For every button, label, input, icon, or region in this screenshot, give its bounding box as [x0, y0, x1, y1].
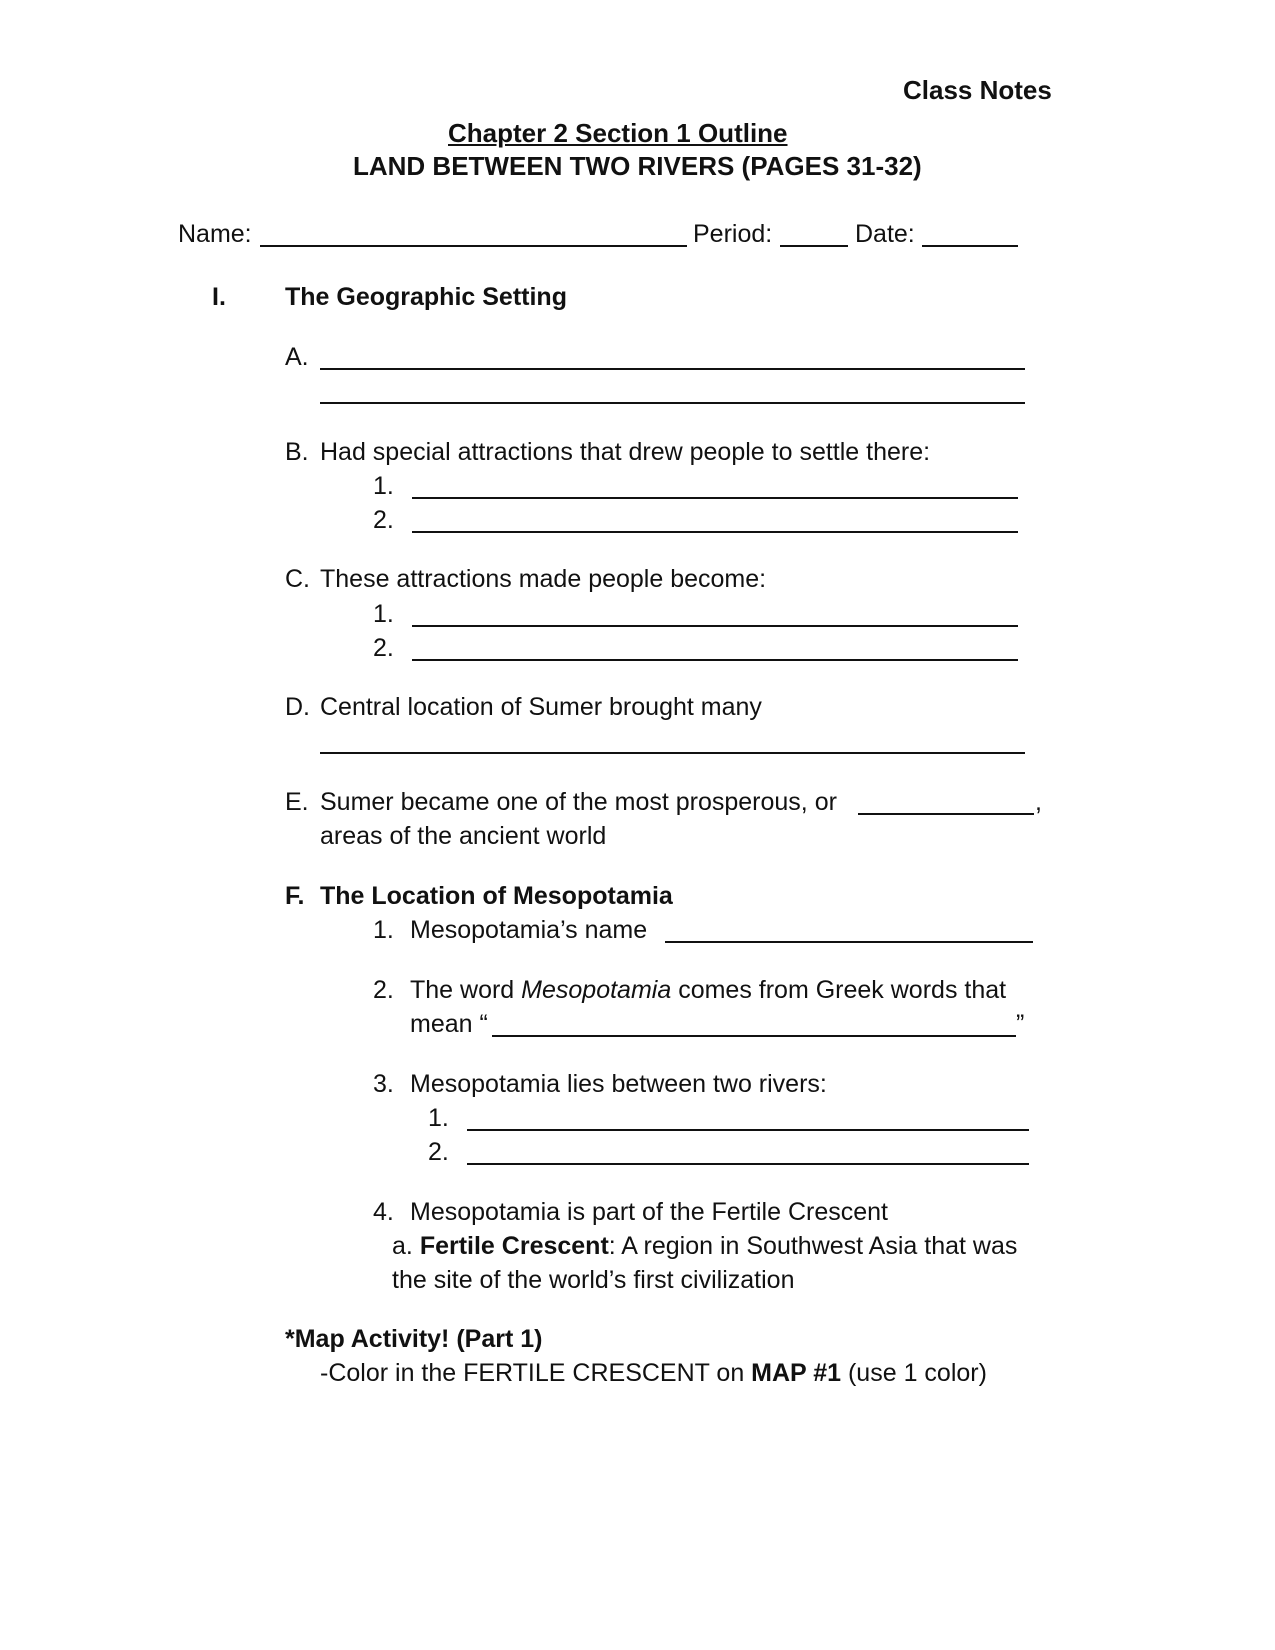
item-b-label: B.	[285, 438, 309, 466]
item-f4a-definition: : A region in Southwest Asia that was	[608, 1232, 1018, 1260]
item-b-num-2: 2.	[373, 506, 394, 534]
item-f4a-label: a.	[392, 1232, 413, 1260]
item-f4a-term: Fertile Crescent	[419, 1232, 609, 1260]
item-f2-text-b: comes from Greek words that	[678, 976, 1007, 1004]
period-field[interactable]	[780, 245, 848, 247]
item-d-label: D.	[285, 693, 310, 721]
item-c-blank-1[interactable]	[412, 625, 1018, 627]
item-c-text: These attractions made people become:	[320, 565, 767, 593]
item-f4-text: Mesopotamia is part of the Fertile Crescent	[410, 1198, 888, 1226]
item-f1-num: 1.	[373, 916, 394, 944]
item-f3-sub-num-1: 1.	[428, 1104, 449, 1132]
section-numeral: I.	[212, 283, 226, 311]
item-c-num-2: 2.	[373, 634, 394, 662]
date-label: Date:	[855, 220, 915, 248]
item-e-comma: ,	[1035, 788, 1042, 816]
item-b-blank-1[interactable]	[412, 497, 1018, 499]
item-f2-text-a: The word	[410, 976, 515, 1004]
item-a-label: A.	[285, 343, 309, 371]
item-b-text: Had special attractions that drew people to settle there:	[320, 438, 931, 466]
item-f3-blank-2[interactable]	[467, 1163, 1029, 1165]
map-activity-text-a: -Color in the FERTILE CRESCENT on	[320, 1359, 745, 1387]
date-field[interactable]	[922, 245, 1018, 247]
item-f4-num: 4.	[373, 1198, 394, 1226]
item-e-blank[interactable]	[858, 813, 1034, 815]
item-a-blank-1[interactable]	[320, 368, 1025, 370]
item-f2-num: 2.	[373, 976, 394, 1004]
period-label: Period:	[693, 220, 773, 248]
item-c-num-1: 1.	[373, 600, 394, 628]
item-f2-italic: Mesopotamia	[521, 976, 672, 1004]
map-activity-map-ref: MAP #1	[751, 1359, 842, 1387]
item-f-title: The Location of Mesopotamia	[320, 882, 673, 910]
map-activity-text-b: (use 1 color)	[847, 1359, 987, 1387]
item-d-blank[interactable]	[320, 752, 1025, 754]
item-a-blank-2[interactable]	[320, 402, 1025, 404]
item-e-text: Sumer became one of the most prosperous, or	[320, 788, 837, 816]
item-c-label: C.	[285, 565, 310, 593]
section-title: The Geographic Setting	[285, 283, 567, 311]
map-activity-instruction	[320, 1361, 987, 1386]
class-notes-label: Class Notes	[903, 75, 1052, 105]
item-f1-text: Mesopotamia’s name	[410, 916, 648, 944]
name-field[interactable]	[260, 245, 687, 247]
item-e-label: E.	[285, 788, 309, 816]
page-title: Chapter 2 Section 1 Outline	[448, 118, 788, 148]
item-f2-line	[410, 978, 1006, 1003]
name-label: Name:	[178, 220, 252, 248]
item-f3-sub-num-2: 2.	[428, 1138, 449, 1166]
item-f3-text: Mesopotamia lies between two rivers:	[410, 1070, 827, 1098]
item-f4a-line	[392, 1234, 1017, 1259]
item-e-text-2: areas of the ancient world	[320, 822, 607, 850]
item-b-num-1: 1.	[373, 472, 394, 500]
item-f3-blank-1[interactable]	[467, 1129, 1029, 1131]
item-f2-blank[interactable]	[492, 1035, 1016, 1037]
item-f2-close-quote: ”	[1016, 1010, 1025, 1038]
item-f4a-definition-2: the site of the world’s first civilization	[392, 1266, 795, 1294]
item-b-blank-2[interactable]	[412, 531, 1018, 533]
item-f-label: F.	[285, 882, 305, 910]
page-subtitle: LAND BETWEEN TWO RIVERS (PAGES 31-32)	[353, 151, 922, 181]
item-f1-blank[interactable]	[665, 941, 1033, 943]
item-d-text: Central location of Sumer brought many	[320, 693, 762, 721]
item-f3-num: 3.	[373, 1070, 394, 1098]
item-f2-mean: mean “	[410, 1010, 488, 1038]
item-c-blank-2[interactable]	[412, 659, 1018, 661]
map-activity-title: *Map Activity! (Part 1)	[285, 1325, 543, 1353]
